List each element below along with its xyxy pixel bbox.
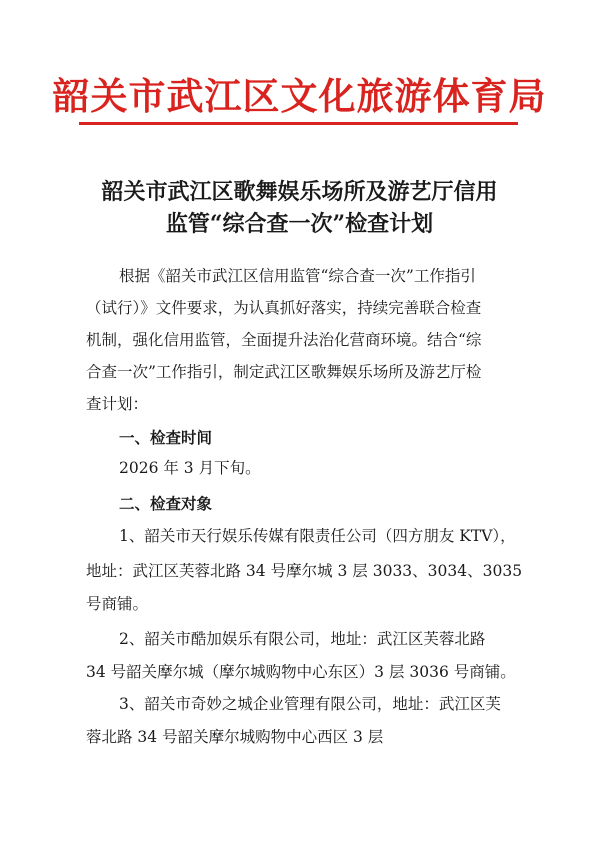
- document-title-line-2: 监管“综合查一次”检查计划: [165, 211, 434, 237]
- section-1-heading: 一、检查时间: [119, 428, 213, 447]
- document-title-line-1: 韶关市武江区歌舞娱乐场所及游艺厅信用: [101, 179, 498, 205]
- issuing-org-title: 韶关市武江区文化旅游体育局: [52, 74, 547, 118]
- intro-line-1: 根据《韶关市武江区信用监管“综合查一次”工作指引: [119, 267, 476, 285]
- item-1-line-1: 1、韶关市天行娱乐传媒有限责任公司（四方朋友 KTV），: [119, 527, 516, 545]
- section-2-heading: 二、检查对象: [119, 494, 213, 513]
- red-header-line: [79, 122, 518, 125]
- item-3-line-1: 3、韶关市奇妙之城企业管理有限公司，地址：武江区芙: [119, 695, 501, 713]
- item-2-line-1: 2、韶关市酷加娱乐有限公司，地址：武江区芙蓉北路: [119, 630, 486, 648]
- item-2-line-2: 34 号韶关摩尔城（摩尔城购物中心东区）3 层 3036 号商铺。: [86, 663, 516, 681]
- item-3-line-2: 蓉北路 34 号韶关摩尔城购物中心西区 3 层: [86, 728, 384, 746]
- item-1-line-3: 号商铺。: [86, 595, 149, 613]
- section-1-text: 2026 年 3 月下旬。: [119, 459, 261, 477]
- intro-line-3: 机制，强化信用监管，全面提升法治化营商环境。结合“综: [86, 331, 482, 349]
- intro-line-5: 查计划：: [86, 395, 149, 413]
- item-1-line-2: 地址：武江区芙蓉北路 34 号摩尔城 3 层 3033、3034、3035: [86, 562, 523, 580]
- intro-line-4: 合查一次”工作指引，制定武江区歌舞娱乐场所及游艺厅检: [86, 363, 482, 381]
- intro-line-2: （试行）》文件要求，为认真抓好落实，持续完善联合检查: [86, 299, 482, 317]
